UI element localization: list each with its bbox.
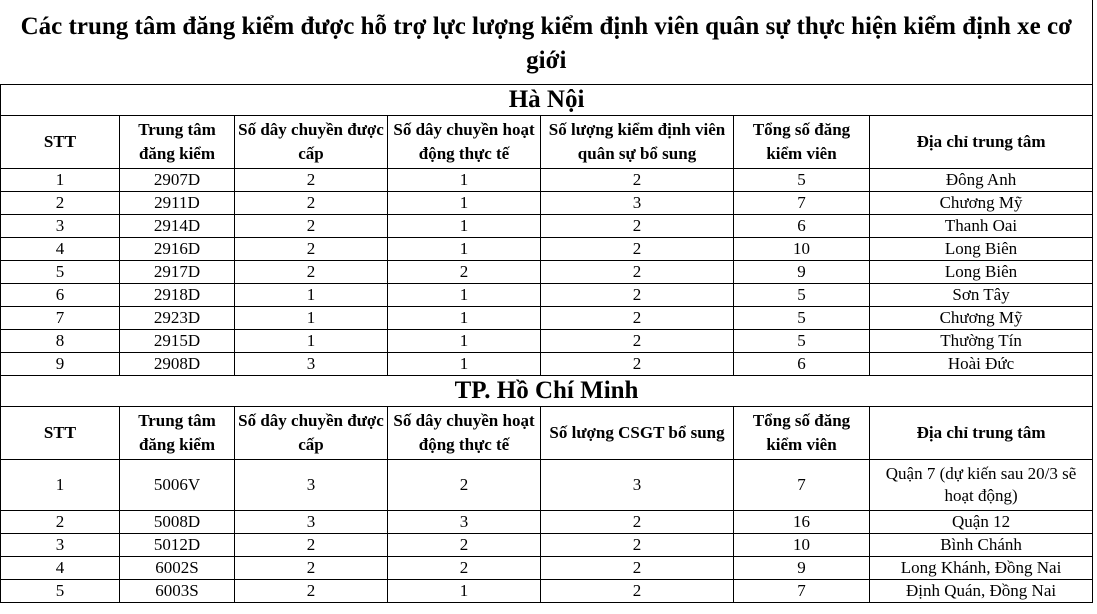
cell-total-inspectors[interactable]: 16 [734, 511, 870, 534]
cell-lines-active[interactable]: 1 [388, 284, 541, 307]
cell-address[interactable]: Chương Mỹ [870, 192, 1093, 215]
cell-inspectors-added[interactable]: 2 [541, 169, 734, 192]
cell-center-code[interactable]: 2917D [120, 261, 235, 284]
cell-lines-granted[interactable]: 1 [235, 307, 388, 330]
header-cell-lines-active[interactable]: Số dây chuyền hoạt động thực tế [388, 407, 541, 460]
header-cell-center-code[interactable]: Trung tâm đăng kiểm [120, 407, 235, 460]
cell-total-inspectors[interactable]: 7 [734, 460, 870, 511]
cell-lines-active[interactable]: 1 [388, 330, 541, 353]
cell-inspectors-added[interactable]: 2 [541, 534, 734, 557]
cell-lines-granted[interactable]: 2 [235, 580, 388, 603]
cell-inspectors-added[interactable]: 2 [541, 307, 734, 330]
cell-center-code[interactable]: 2915D [120, 330, 235, 353]
cell-lines-active[interactable]: 2 [388, 460, 541, 511]
cell-center-code[interactable]: 2916D [120, 238, 235, 261]
cell-lines-active[interactable]: 1 [388, 580, 541, 603]
cell-inspectors-added[interactable]: 2 [541, 580, 734, 603]
cell-total-inspectors[interactable]: 5 [734, 284, 870, 307]
cell-lines-granted[interactable]: 2 [235, 534, 388, 557]
cell-total-inspectors[interactable]: 5 [734, 330, 870, 353]
cell-lines-granted[interactable]: 3 [235, 511, 388, 534]
cell-inspectors-added[interactable]: 2 [541, 353, 734, 376]
cell-stt[interactable]: 5 [1, 261, 120, 284]
cell-center-code[interactable]: 2918D [120, 284, 235, 307]
cell-stt[interactable]: 4 [1, 238, 120, 261]
cell-stt[interactable]: 8 [1, 330, 120, 353]
header-row [1, 116, 1093, 169]
cell-lines-active[interactable]: 1 [388, 307, 541, 330]
cell-lines-active[interactable]: 2 [388, 261, 541, 284]
cell-center-code[interactable]: 6003S [120, 580, 235, 603]
cell-lines-active[interactable]: 1 [388, 238, 541, 261]
cell-stt[interactable]: 4 [1, 557, 120, 580]
header-cell-lines-granted[interactable]: Số dây chuyền được cấp [235, 116, 388, 169]
header-cell-total-inspectors[interactable]: Tổng số đăng kiểm viên [734, 407, 870, 460]
header-cell-total-inspectors[interactable]: Tổng số đăng kiểm viên [734, 116, 870, 169]
cell-stt[interactable]: 9 [1, 353, 120, 376]
cell-stt[interactable]: 3 [1, 534, 120, 557]
table-row [1, 580, 1093, 603]
cell-lines-active[interactable]: 1 [388, 215, 541, 238]
cell-stt[interactable]: 2 [1, 511, 120, 534]
cell-total-inspectors[interactable]: 9 [734, 261, 870, 284]
cell-address[interactable]: Long Biên [870, 238, 1093, 261]
section-title[interactable]: TP. Hồ Chí Minh [1, 376, 1093, 407]
table-row [1, 192, 1093, 215]
cell-lines-granted[interactable]: 3 [235, 353, 388, 376]
cell-center-code[interactable]: 2911D [120, 192, 235, 215]
cell-lines-active[interactable]: 2 [388, 557, 541, 580]
cell-total-inspectors[interactable]: 6 [734, 353, 870, 376]
cell-inspectors-added[interactable]: 2 [541, 215, 734, 238]
cell-inspectors-added[interactable]: 2 [541, 261, 734, 284]
cell-center-code[interactable]: 5006V [120, 460, 235, 511]
cell-total-inspectors[interactable]: 6 [734, 215, 870, 238]
cell-inspectors-added[interactable]: 2 [541, 238, 734, 261]
cell-lines-granted[interactable]: 2 [235, 238, 388, 261]
cell-center-code[interactable]: 2923D [120, 307, 235, 330]
cell-address[interactable]: Bình Chánh [870, 534, 1093, 557]
header-cell-inspectors-added[interactable]: Số lượng kiểm định viên quân sự bổ sung [541, 116, 734, 169]
cell-total-inspectors[interactable]: 7 [734, 192, 870, 215]
header-cell-inspectors-added[interactable]: Số lượng CSGT bổ sung [541, 407, 734, 460]
cell-address[interactable]: Định Quán, Đồng Nai [870, 580, 1093, 603]
section-row [1, 85, 1093, 116]
cell-address[interactable]: Quận 12 [870, 511, 1093, 534]
cell-inspectors-added[interactable]: 3 [541, 192, 734, 215]
cell-stt[interactable]: 2 [1, 192, 120, 215]
cell-center-code[interactable]: 2914D [120, 215, 235, 238]
cell-inspectors-added[interactable]: 2 [541, 330, 734, 353]
cell-address[interactable]: Chương Mỹ [870, 307, 1093, 330]
cell-address[interactable]: Sơn Tây [870, 284, 1093, 307]
table-row [1, 238, 1093, 261]
cell-address[interactable]: Long Biên [870, 261, 1093, 284]
cell-inspectors-added[interactable]: 2 [541, 284, 734, 307]
cell-lines-granted[interactable]: 2 [235, 557, 388, 580]
cell-lines-granted[interactable]: 1 [235, 330, 388, 353]
table-row [1, 534, 1093, 557]
cell-lines-active[interactable]: 3 [388, 511, 541, 534]
cell-center-code[interactable]: 5012D [120, 534, 235, 557]
cell-lines-active[interactable]: 1 [388, 192, 541, 215]
cell-stt[interactable]: 1 [1, 460, 120, 511]
cell-stt[interactable]: 7 [1, 307, 120, 330]
table-row [1, 261, 1093, 284]
cell-stt[interactable]: 1 [1, 169, 120, 192]
table-row [1, 284, 1093, 307]
cell-total-inspectors[interactable]: 5 [734, 307, 870, 330]
header-cell-address[interactable]: Địa chỉ trung tâm [870, 116, 1093, 169]
table-row [1, 169, 1093, 192]
cell-lines-granted[interactable]: 2 [235, 192, 388, 215]
cell-total-inspectors[interactable]: 5 [734, 169, 870, 192]
table-row [1, 307, 1093, 330]
header-cell-stt[interactable]: STT [1, 407, 120, 460]
cell-center-code[interactable]: 2908D [120, 353, 235, 376]
table-row [1, 330, 1093, 353]
cell-lines-active[interactable]: 2 [388, 534, 541, 557]
cell-inspectors-added[interactable]: 2 [541, 511, 734, 534]
header-cell-address[interactable]: Địa chỉ trung tâm [870, 407, 1093, 460]
section-title[interactable]: Hà Nội [1, 85, 1093, 116]
cell-total-inspectors[interactable]: 10 [734, 238, 870, 261]
cell-address[interactable]: Đông Anh [870, 169, 1093, 192]
cell-center-code[interactable]: 6002S [120, 557, 235, 580]
cell-stt[interactable]: 3 [1, 215, 120, 238]
cell-total-inspectors[interactable]: 7 [734, 580, 870, 603]
table-row [1, 557, 1093, 580]
cell-address[interactable]: Long Khánh, Đồng Nai [870, 557, 1093, 580]
cell-stt[interactable]: 5 [1, 580, 120, 603]
cell-address[interactable]: Quận 7 (dự kiến sau 20/3 sẽ hoạt động) [870, 460, 1093, 511]
header-row [1, 407, 1093, 460]
cell-lines-granted[interactable]: 3 [235, 460, 388, 511]
cell-address[interactable]: Thanh Oai [870, 215, 1093, 238]
header-cell-stt[interactable]: STT [1, 116, 120, 169]
table-row [1, 460, 1093, 511]
cell-lines-granted[interactable]: 2 [235, 261, 388, 284]
section-row [1, 376, 1093, 407]
cell-center-code[interactable]: 2907D [120, 169, 235, 192]
cell-lines-granted[interactable]: 2 [235, 215, 388, 238]
cell-address[interactable]: Hoài Đức [870, 353, 1093, 376]
table-title[interactable] [1, 0, 1093, 85]
cell-total-inspectors[interactable]: 9 [734, 557, 870, 580]
cell-lines-granted[interactable]: 2 [235, 169, 388, 192]
table-row [1, 215, 1093, 238]
table-row [1, 353, 1093, 376]
cell-inspectors-added[interactable]: 3 [541, 460, 734, 511]
table-title-text: Các trung tâm đăng kiểm được hỗ trợ lực lượng kiểm định viên quân sự thực hiện kiểm định xe cơ giới [20, 13, 1072, 74]
cell-inspectors-added[interactable]: 2 [541, 557, 734, 580]
header-cell-center-code[interactable]: Trung tâm đăng kiểm [120, 116, 235, 169]
cell-total-inspectors[interactable]: 10 [734, 534, 870, 557]
table-row [1, 511, 1093, 534]
cell-address[interactable]: Thường Tín [870, 330, 1093, 353]
cell-center-code[interactable]: 5008D [120, 511, 235, 534]
header-cell-lines-active[interactable]: Số dây chuyền hoạt động thực tế [388, 116, 541, 169]
header-cell-lines-granted[interactable]: Số dây chuyền được cấp [235, 407, 388, 460]
cell-stt[interactable]: 6 [1, 284, 120, 307]
cell-lines-active[interactable]: 1 [388, 353, 541, 376]
cell-lines-granted[interactable]: 1 [235, 284, 388, 307]
cell-lines-active[interactable]: 1 [388, 169, 541, 192]
